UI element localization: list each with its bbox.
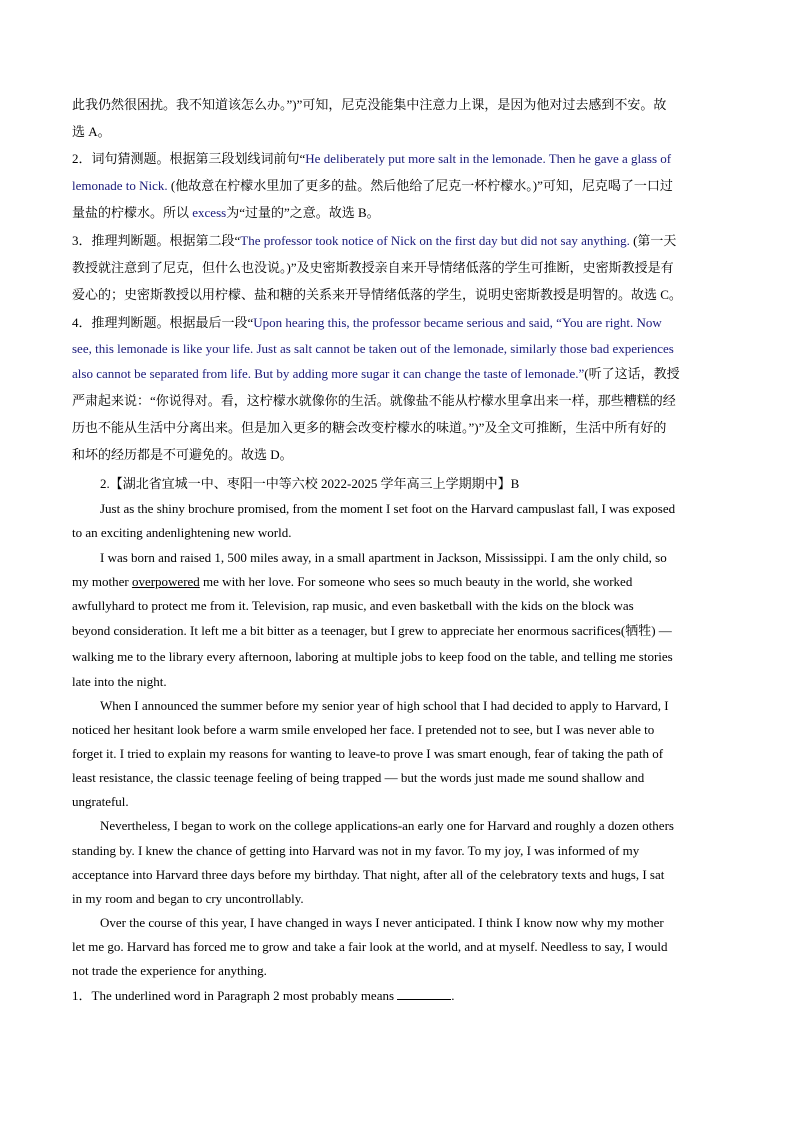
analysis-q2-line: 量盐的柠檬水。所以 excess为“过量的”之意。故选 B。 bbox=[72, 205, 380, 220]
analysis-q2-line: lemonade to Nick. (他故意在柠檬水里加了更多的盐。然后他给了尼克一杯柠檬水。)”可知，尼克喝了一口过 bbox=[72, 178, 673, 193]
passage-line: When I announced the summer before my senior year of high school that I had decided to apply to Harvard, I bbox=[100, 698, 669, 713]
passage-line: acceptance into Harvard three days before my birthday. That night, after all of the celebratory texts and hugs, I sat bbox=[72, 867, 665, 882]
analysis-q4-line: 4．推理判断题。根据最后一段“Upon hearing this, the professor became serious and said, “You are right. Now bbox=[72, 315, 662, 330]
passage-line: awfullyhard to protect me from it. Television, rap music, and even basketball with the kids on the block was bbox=[72, 598, 634, 613]
passage-line: ungrateful. bbox=[72, 794, 129, 809]
passage-line: noticed her hesitant look before a warm smile enveloped her face. I pretended not to see, but I was never able to bbox=[72, 722, 655, 737]
passage-line: I was born and raised 1, 500 miles away, in a small apartment in Jackson, Mississippi. I am the only child, so bbox=[100, 550, 667, 565]
analysis-line: 此我仍然很困扰。我不知道该怎么办。”)”可知，尼克没能集中注意力上课，是因为他对过去感到不安。故 bbox=[72, 97, 667, 112]
passage-line: not trade the experience for anything. bbox=[72, 963, 267, 978]
passage-line: my mother overpowered me with her love. For someone who sees so much beauty in the world, she worked bbox=[72, 574, 633, 589]
analysis-q4-line: also cannot be separated from life. But by adding more sugar it can change the taste of lemonade.”(听了这话，教授 bbox=[72, 366, 680, 381]
analysis-q4-line: 历也不能从生活中分离出来。但是加入更多的糖会改变柠檬水的味道。”)”及全文可推断，生活中所有好的 bbox=[72, 420, 667, 435]
answer-blank bbox=[397, 987, 451, 1000]
passage-line: in my room and began to cry uncontrollably. bbox=[72, 891, 304, 906]
passage-line: least resistance, the classic teenage feeling of being trapped — but the words just made me sound shallow and bbox=[72, 770, 645, 785]
passage-line: beyond consideration. It left me a bit bitter as a teenager, but I grew to appreciate her enormous sacrifices(牺牲) — bbox=[72, 623, 672, 638]
passage-line: let me go. Harvard has forced me to grow and take a fair look at the world, and at myself. Needless to say, I would bbox=[72, 939, 668, 954]
passage-line: Over the course of this year, I have changed in ways I never anticipated. I think I know now why my mother bbox=[100, 915, 664, 930]
passage-line: to an exciting andenlightening new world. bbox=[72, 525, 292, 540]
analysis-q3-line: 3．推理判断题。根据第二段“The professor took notice of Nick on the first day but did not say anything. (第一天 bbox=[72, 233, 677, 248]
section-header: 2.【湖北省宜城一中、枣阳一中等六校 2022-2025 学年高三上学期期中】B bbox=[100, 476, 520, 491]
passage-line: Nevertheless, I began to work on the college applications-an early one for Harvard and roughly a dozen others bbox=[100, 818, 674, 833]
passage-line: standing by. I knew the chance of getting into Harvard was not in my favor. To my joy, I was informed of my bbox=[72, 843, 640, 858]
passage-line: Just as the shiny brochure promised, from the moment I set foot on the Harvard campuslast fall, I was exposed bbox=[100, 501, 676, 516]
analysis-q4-line: see, this lemonade is like your life. Just as salt cannot be taken out of the lemonade, similarly those bad experiences bbox=[72, 341, 674, 356]
analysis-q3-line: 教授就注意到了尼克，但什么也没说。)”及史密斯教授亲自来开导情绪低落的学生可推断，史密斯教授是有 bbox=[72, 260, 674, 275]
analysis-line: 选 A。 bbox=[72, 124, 111, 139]
analysis-q4-line: 和坏的经历都是不可避免的。故选 D。 bbox=[72, 447, 293, 462]
analysis-q4-line: 严肃起来说：“你说得对。看，这柠檬水就像你的生活。就像盐不能从柠檬水里拿出来一样，那些糟糕的经 bbox=[72, 393, 676, 408]
question-1: 1．The underlined word in Paragraph 2 most probably means . bbox=[72, 988, 455, 1003]
passage-line: late into the night. bbox=[72, 674, 167, 689]
analysis-q2-line: 2．词句猜测题。根据第三段划线词前句“He deliberately put more salt in the lemonade. Then he gave a glass of bbox=[72, 151, 672, 166]
analysis-q3-line: 爱心的；史密斯教授以用柠檬、盐和糖的关系来开导情绪低落的学生，说明史密斯教授是明智的。故选 C。 bbox=[72, 287, 682, 302]
passage-line: walking me to the library every afternoon, laboring at multiple jobs to keep food on the table, and telling me stories bbox=[72, 649, 673, 664]
underlined-word: overpowered bbox=[131, 574, 200, 589]
passage-line: forget it. I tried to explain my reasons for wanting to leave-to prove I was smart enough, fear of taking the path of bbox=[72, 746, 664, 761]
